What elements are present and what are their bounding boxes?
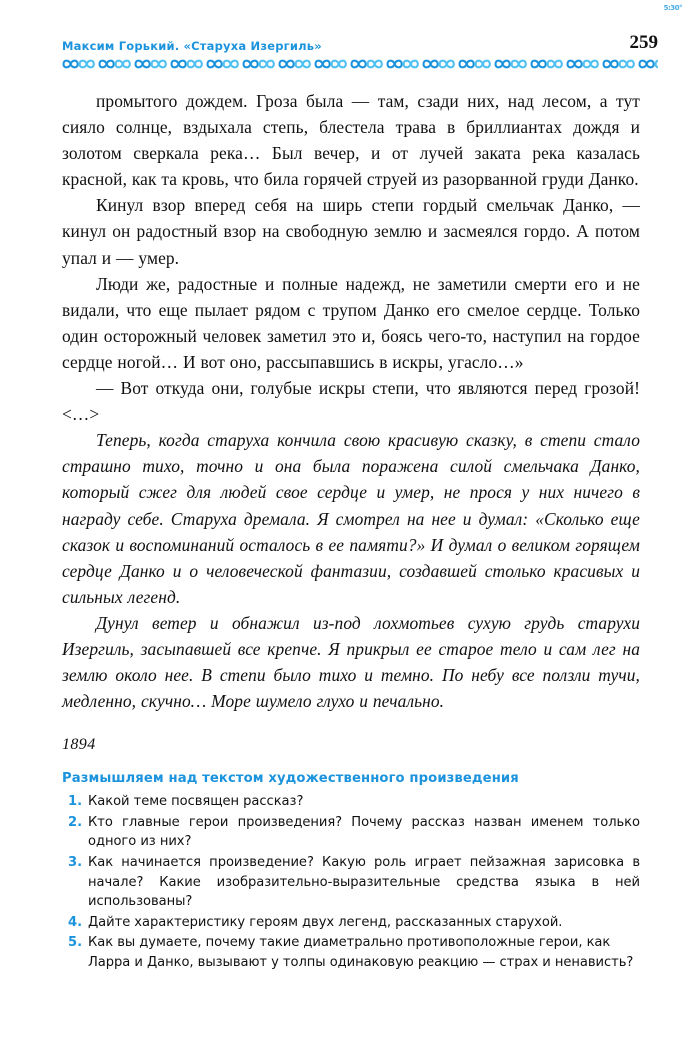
question-item: Кто главные герои произведения? Почему рассказ назван именем только одного из них? (88, 814, 640, 850)
questions-section-heading: Размышляем над текстом художественного произведения (62, 771, 519, 787)
paragraph: Дунул ветер и обнажил из-под лохмотьев сухую грудь старухи Изергиль, засыпавшей все крепче. Я прикрыл ее старое тело и сам лег на землю около нее. В степи было тихо и темно. По небу все ползли тучи, медленно, скучно… Море шумело глухо и печально. (62, 612, 640, 712)
paragraph: Люди же, радостные и полные надежд, не заметили смерти его и не видали, что еще пылает рядом с трупом Данко его смелое сердце. Только один осторожный человек заметил это и, боясь чего-то, наступил на гордое сердце ногой… И вот оно, рассыпавшись в искры, угасло…» (62, 273, 640, 372)
paragraph: Теперь, когда старуха кончила свою красивую сказку, в степи стало страшно тихо, точно и она была поражена силой смельчака Данко, который сжег для людей свое сердце и умер, не прося у них ничего в награду себе. Старуха дремала. Я смотрел на нее и думал: «Сколько еще сказок и воспоминаний осталось в ее памяти?» И думал о великом горящем сердце Данко и о человеческой фантазии, создавшей столько красивых и сильных легенд. (62, 430, 640, 607)
decorative-braid-rule (62, 57, 658, 71)
paragraph: Кинул взор вперед себя на ширь степи гордый смельчак Данко, — кинул он радостный взор на свободную землю и засмеялся гордо. А потом упал и — умер. (62, 195, 640, 268)
running-head-title: Максим Горький. «Старуха Изергиль» (62, 38, 322, 53)
composition-year: 1894 (62, 736, 96, 754)
paragraph: промытого дождем. Гроза была — там, сзади них, над лесом, а тут сияло солнце, вздыхала степь, блестела трава в бриллиантах дождя и золотом сверкала река… Был вечер, и от лучей заката река казалась красной, как та кровь, что била горячей струей из разорванной груди Данко. (62, 91, 640, 190)
running-head (62, 33, 658, 52)
question-item: Дайте характеристику героям двух легенд, рассказанных старухой. (88, 914, 563, 930)
paragraph: — Вот откуда они, голубые искры степи, что являются перед грозой! <…> (62, 378, 640, 425)
page-number: 259 (629, 32, 658, 53)
page-body (62, 88, 640, 974)
questions-list (62, 792, 640, 972)
question-item: Какой теме посвящен рассказ? (88, 794, 304, 810)
question-item: Как вы думаете, почему такие диаметрально противоположные герои, как Ларра и Данко, вызывают у толпы одинаковую реакцию — страх и ненависть? (88, 935, 634, 970)
corner-watermark: 5:30° (663, 4, 682, 12)
question-item: Как начинается произведение? Какую роль играет пейзажная зарисовка в начале? Какие изобразительно-выразительные средства языка в ней использованы? (88, 855, 640, 910)
